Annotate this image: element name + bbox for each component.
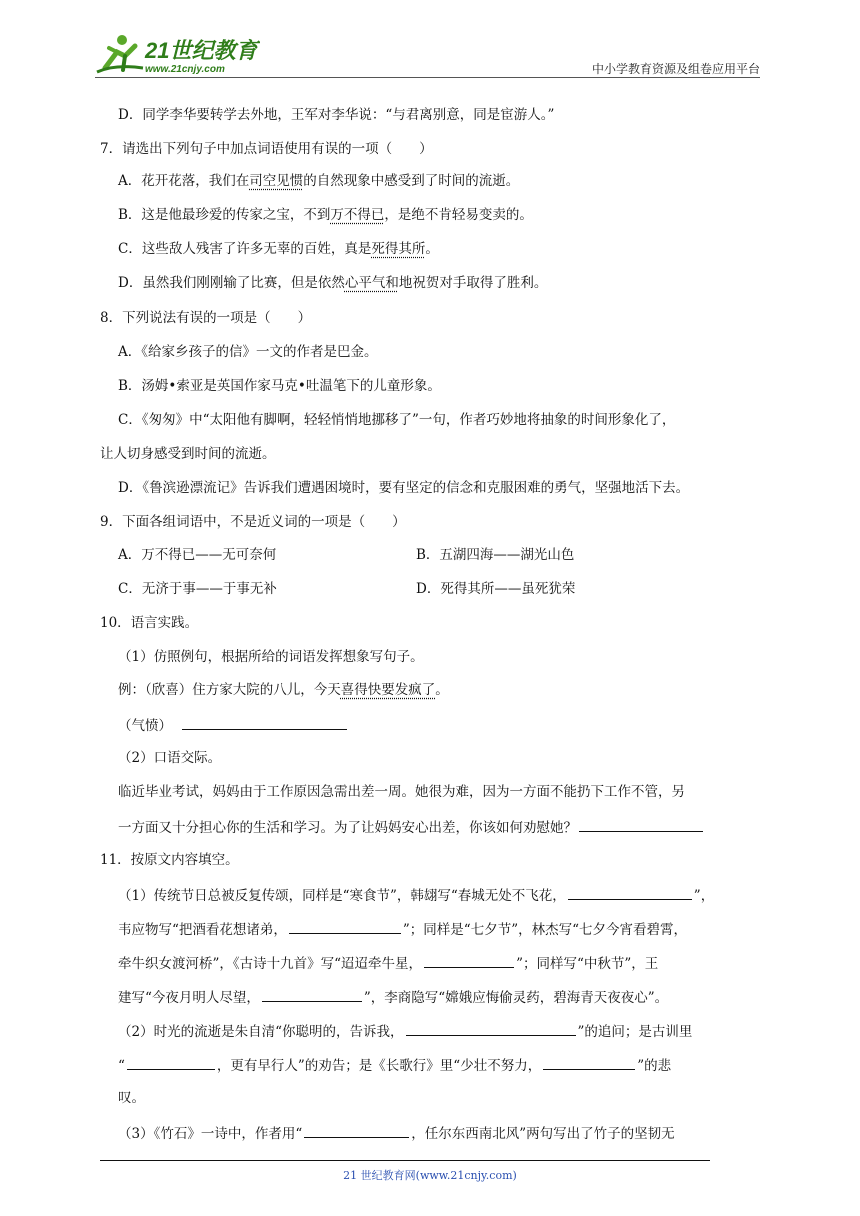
header-rule	[95, 77, 760, 78]
dotted-word: 死得其所	[371, 241, 426, 257]
q11-line5: （2）时光的流逝是朱自清“你聪明的，告诉我， ”的追问；是古训里	[118, 1021, 692, 1041]
platform-name: 中小学教育资源及组卷应用平台	[591, 62, 760, 76]
q9-option-c: C．无济于事——于事无补	[118, 581, 277, 597]
q8-option-c-line2: 让人切身感受到时间的流逝。	[100, 446, 276, 462]
answer-blank[interactable]	[262, 987, 362, 1002]
q8-option-a: A．《给家乡孩子的信》一文的作者是巴金。	[118, 344, 378, 360]
q11-line4: 建写“今夜月明人尽望， ”，李商隐写“嫦娥应悔偷灵药，碧海青天夜夜心”。	[118, 987, 668, 1007]
q9-option-d: D．死得其所——虽死犹荣	[416, 581, 576, 597]
q9-stem: 9．下面各组词语中，不是近义词的一项是（ ）	[100, 514, 406, 530]
q11-line3: 牵牛织女渡河桥”，《古诗十九首》写“迢迢牵牛星， ”；同样写“中秋节”，王	[118, 953, 658, 973]
q11-stem: 11．按原文内容填空。	[100, 852, 239, 868]
q10-anger-row: （气愤）	[118, 715, 349, 735]
footer-link[interactable]: 21 世纪教育网(www.21cnjy.com)	[343, 1169, 517, 1182]
q11-line1: （1）传统节日总被反复传颂，同样是“寒食节”，韩翃写“春城无处不飞花， ”，	[118, 885, 714, 905]
q6-option-d: D．同学李华要转学去外地，王军对李华说：“与君离别意，同是宦游人。”	[118, 107, 555, 123]
q10-part2: （2）口语交际。	[118, 750, 222, 766]
q8-option-c-line1: C．《匆匆》中“太阳他有脚啊，轻轻悄悄地挪移了”一句，作者巧妙地将抽象的时间形象化了，	[118, 412, 676, 428]
q7-option-c: C．这些敌人残害了许多无辜的百姓，真是死得其所。	[118, 241, 439, 257]
answer-blank[interactable]	[182, 715, 347, 730]
q9-option-a: A．万不得已——无可奈何	[118, 547, 277, 563]
q7-option-d: D．虽然我们刚刚输了比赛，但是依然心平气和地祝贺对手取得了胜利。	[118, 275, 548, 291]
svg-text:21世纪教育: 21世纪教育	[145, 38, 258, 63]
dotted-word: 喜得快要发疯了	[340, 682, 436, 698]
q10-scene-line1: 临近毕业考试，妈妈由于工作原因急需出差一周。她很为难，因为一方面不能扔下工作不管，另	[118, 784, 685, 800]
q10-example: 例：（欣喜）住方家大院的八儿，今天喜得快要发疯了。	[118, 682, 449, 698]
dotted-word: 万不得已	[330, 207, 385, 223]
q10-part1: （1）仿照例句，根据所给的词语发挥想象写句子。	[118, 649, 424, 665]
q11-line2: 韦应物写“把酒看花想诸弟， ”；同样是“七夕节”，林杰写“七夕今宵看碧霄，	[118, 919, 687, 939]
answer-blank[interactable]	[304, 1123, 409, 1138]
q7-stem: 7．请选出下列句子中加点词语使用有误的一项（ ）	[100, 141, 433, 157]
q10-stem: 10．语言实践。	[100, 615, 199, 631]
footer-rule	[100, 1160, 710, 1161]
q10-scene-line2: 一方面又十分担心你的生活和学习。为了让妈妈安心出差，你该如何劝慰她？	[118, 817, 705, 837]
answer-blank[interactable]	[406, 1021, 576, 1036]
answer-blank[interactable]	[579, 817, 703, 832]
page-header	[95, 30, 760, 80]
q8-option-d: D．《鲁滨逊漂流记》告诉我们遭遇困境时，要有坚定的信念和克服困难的勇气，坚强地活下去。	[118, 480, 690, 496]
dotted-word: 司空见惯	[249, 173, 304, 189]
q7-option-b: B．这是他最珍爱的传家之宝，不到万不得已，是绝不肯轻易变卖的。	[118, 207, 533, 223]
answer-blank[interactable]	[568, 885, 692, 900]
q8-stem: 8．下列说法有误的一项是（ ）	[100, 310, 312, 326]
answer-blank[interactable]	[543, 1055, 635, 1070]
answer-blank[interactable]	[127, 1055, 215, 1070]
q11-line8: （3）《竹石》一诗中，作者用“ ，任尔东西南北风”两句写出了竹子的坚韧无	[118, 1123, 675, 1143]
q9-option-b: B．五湖四海——湖光山色	[416, 547, 575, 563]
dotted-word: 心平气和	[344, 275, 399, 291]
q11-line7: 叹。	[118, 1090, 145, 1106]
q7-option-a: A．花开花落，我们在司空见惯的自然现象中感受到了时间的流逝。	[118, 173, 520, 189]
21cnjy-logo	[95, 30, 260, 76]
answer-blank[interactable]	[289, 919, 401, 934]
q11-line6: “ ，更有早行人”的劝告；是《长歌行》里“少壮不努力， ”的悲	[118, 1055, 671, 1075]
q8-option-b: B．汤姆•索亚是英国作家马克•吐温笔下的儿童形象。	[118, 378, 441, 394]
answer-blank[interactable]	[424, 953, 514, 968]
svg-text:www.21cnjy.com: www.21cnjy.com	[145, 64, 225, 75]
